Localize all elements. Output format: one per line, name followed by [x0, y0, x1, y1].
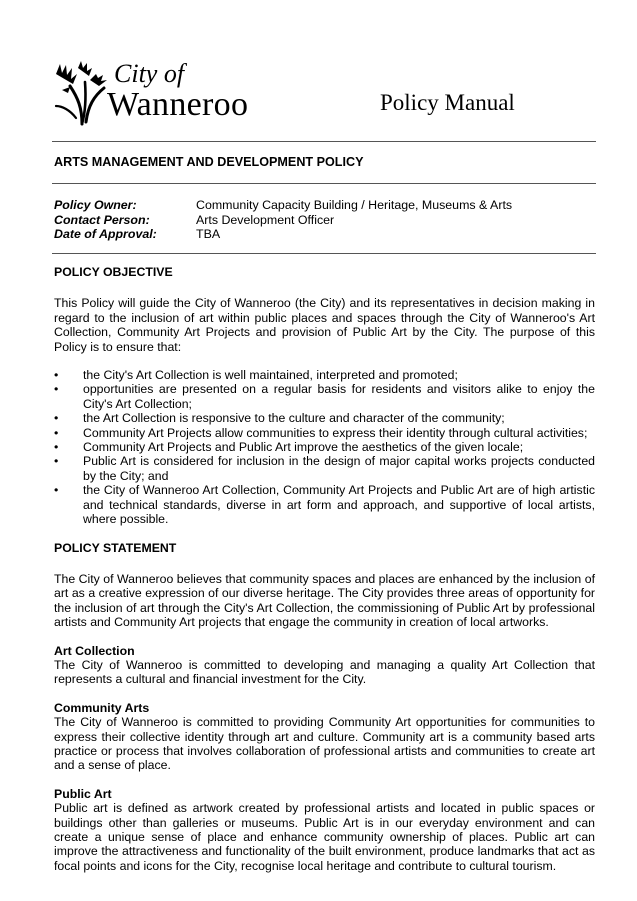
city-logo: [52, 60, 282, 130]
list-item-text: the City's Art Collection is well maintained, interpreted and promoted;: [83, 368, 458, 383]
list-item-text: the City of Wanneroo Art Collection, Community Art Projects and Public Art are of high artistic and technical standards, diverse in art form and approach, and supportive of local artists, where possible.: [83, 483, 595, 527]
list-item: [54, 454, 595, 483]
section-text: The City of Wanneroo is committed to developing and managing a quality Art Collection that represents a cultural and financial investment for the City.: [54, 657, 595, 687]
statement-intro: The City of Wanneroo believes that community spaces and places are enhanced by the inclusion of art as a creative expression of our diverse heritage. The City provides three areas of opportunity for the inclusion of art through the City's Art Collection, the commissioning of Public Art by professional artists and Community Art projects that engage the community in creation of local artworks.: [54, 571, 595, 630]
section-heading: Community Arts: [54, 700, 150, 715]
logo-city-text: City of: [114, 59, 185, 88]
bullet-icon: •: [54, 483, 59, 498]
list-item-text: Community Art Projects and Public Art improve the aesthetics of the given locale;: [83, 440, 524, 455]
manual-title: Policy Manual: [380, 90, 515, 115]
policy-meta: [54, 198, 512, 242]
list-item-text: the Art Collection is responsive to the culture and character of the community;: [83, 411, 505, 426]
statement-heading: POLICY STATEMENT: [54, 540, 177, 555]
meta-value: TBA: [196, 227, 221, 241]
list-item: [54, 411, 595, 425]
list-item: [54, 483, 595, 526]
bullet-icon: •: [54, 368, 59, 383]
section-heading: Art Collection: [54, 643, 135, 658]
bullet-icon: •: [54, 425, 59, 440]
logo-name-text: Wanneroo: [107, 86, 249, 123]
divider: [52, 141, 596, 142]
list-item-text: Community Art Projects allow communities to express their identity through cultural activities;: [83, 425, 588, 440]
objective-heading: POLICY OBJECTIVE: [54, 265, 173, 279]
list-item-text: Public Art is considered for inclusion in the design of major capital works projects conducted by the City; and: [83, 454, 595, 483]
meta-key: Date of Approval:: [54, 227, 157, 241]
meta-key: Policy Owner:: [54, 198, 137, 212]
bullet-icon: •: [54, 440, 59, 455]
meta-row-contact: [54, 213, 512, 228]
kangaroo-paw-icon: [52, 60, 112, 126]
meta-value: Arts Development Officer: [196, 212, 335, 227]
section-text: The City of Wanneroo is committed to providing Community Art opportunities for communities to express their collective identity through art and culture. Community art is a community based arts practice or process that involves collaboration of professional artists and communities to create art and a sense of place.: [54, 715, 595, 773]
objective-list: [54, 368, 595, 526]
meta-value: Community Capacity Building / Heritage, Museums & Arts: [196, 198, 513, 212]
bullet-icon: •: [54, 454, 59, 469]
list-item: [54, 368, 595, 382]
list-item: [54, 426, 595, 440]
policy-content: [54, 265, 595, 873]
objective-intro: This Policy will guide the City of Wanneroo (the City) and its representatives in decision making in regard to the inclusion of art within public places and spaces through the City of Wanneroo's Art Collection, Community Art Projects and provision of Public Art by the City. The purpose of this Policy is to ensure that:: [54, 296, 595, 354]
section-heading: Public Art: [54, 786, 112, 801]
meta-key: Contact Person:: [54, 212, 150, 227]
list-item: [54, 440, 595, 454]
list-item-text: opportunities are presented on a regular basis for residents and visitors alike to enjoy the City's Art Collection;: [83, 382, 595, 411]
section-text: Public art is defined as artwork created by professional artists and located in public spaces or buildings other than galleries or museums. Public Art is in our everyday environment and can create a unique sense of place and enhance community ownership of places. Public art can improve the attractiveness and functionality of the built environment, produce landmarks that act as focal points and icons for the City, recognise local heritage and contribute to cultural tourism.: [54, 801, 595, 873]
divider: [52, 253, 596, 254]
policy-title: ARTS MANAGEMENT AND DEVELOPMENT POLICY: [54, 155, 364, 169]
bullet-icon: •: [54, 411, 59, 426]
divider: [52, 183, 596, 184]
bullet-icon: •: [54, 382, 59, 397]
meta-row-date: [54, 227, 512, 242]
meta-row-owner: [54, 198, 512, 213]
list-item: [54, 382, 595, 411]
